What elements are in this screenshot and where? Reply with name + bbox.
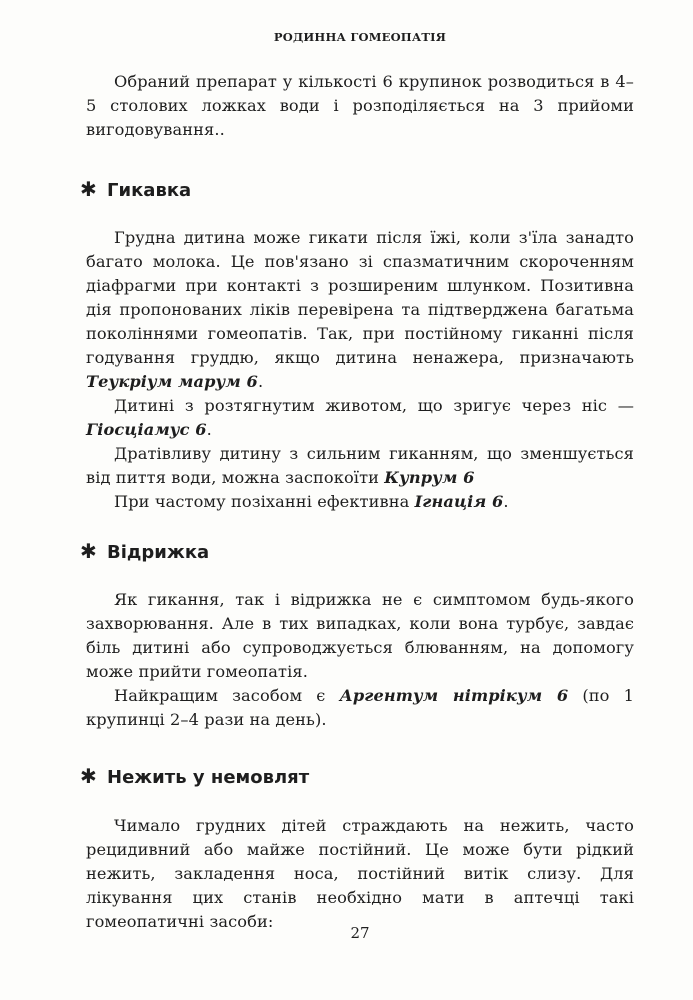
asterisk-icon: ✱: [80, 177, 97, 201]
asterisk-icon: ✱: [80, 539, 97, 563]
remedy-name: Гіосціамус 6: [86, 420, 207, 439]
intro-paragraph: Обраний препарат у кількості 6 крупинок розводиться в 4–5 столових ложках води і розподіляється на 3 прийоми вигодовування..: [86, 72, 634, 139]
intro-section: [86, 70, 634, 142]
section-heading-hiccups: [80, 175, 191, 203]
page-number: 27: [350, 924, 370, 942]
section-body-runny-nose: [86, 814, 634, 934]
section-heading-runny-nose: [80, 762, 309, 790]
section-body-hiccups: [86, 226, 634, 514]
paragraph: Грудна дитина може гикати після їжі, коли з'їла занадто багато молока. Це пов'язано зі спазматичним скороченням діафрагми при контакті з розширеним шлунком. Позитивна дія пропонованих ліків перевірена та підтверджена багатьма поколіннями гомеопатів. Так, при постійному гиканні після годування груддю, якщо дитина ненажера, призначають Теукріум марум 6.: [86, 228, 634, 391]
paragraph: Чимало грудних дітей страждають на нежить, часто рецидивний або майже постійний. Це може бути рідкий нежить, закладення носа, постійний витік слизу. Для лікування цих станів необхідно мати в аптечці такі гомеопатичні засоби:: [86, 816, 634, 931]
section-heading-belching: [80, 537, 209, 565]
section-title: Відрижка: [107, 542, 210, 563]
remedy-name: Теукріум марум 6: [86, 372, 258, 391]
paragraph: Як гикання, так і відрижка не є симптомом будь-якого захворювання. Але в тих випадках, коли вона турбує, завдає біль дитині або супроводжується блюванням, на допомогу може прийти гомеопатія.: [86, 590, 634, 681]
section-body-belching: [86, 588, 634, 732]
remedy-name: Аргентум нітрікум 6: [339, 686, 569, 705]
paragraph: Найкращим засобом є Аргентум нітрікум 6 (по 1 крупинці 2–4 рази на день).: [86, 686, 634, 729]
paragraph: Дитині з розтягнутим животом, що зригує через ніс — Гіосціамус 6.: [86, 396, 634, 439]
remedy-name: Ігнація 6: [414, 492, 504, 511]
remedy-name: Купрум 6: [384, 468, 475, 487]
asterisk-icon: ✱: [80, 764, 97, 788]
paragraph: При частому позіханні ефективна Ігнація 6.: [114, 492, 509, 511]
section-title: Нежить у немовлят: [107, 767, 310, 788]
section-title: Гикавка: [107, 180, 192, 201]
running-head: РОДИННА ГОМЕОПАТІЯ: [273, 30, 447, 44]
paragraph: Дратівливу дитину з сильним гиканням, що зменшується від пиття води, можна заспокоїти Купрум 6: [86, 444, 634, 487]
